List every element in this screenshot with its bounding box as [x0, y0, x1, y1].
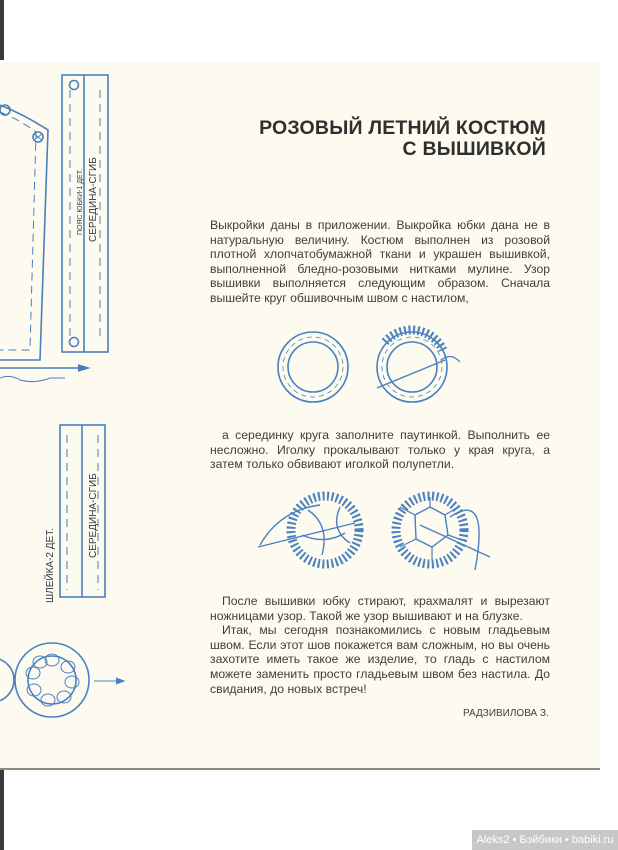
author-signature: РАДЗИВИЛОВА З. — [463, 708, 549, 719]
closing-paragraphs — [210, 594, 550, 696]
watermark: Aleks2 • Бэйбики • babiki.ru — [472, 830, 618, 850]
paragraph-text: Выкройки даны в приложении. Выкройка юбки дана не в натуральную величину. Костюм выполнен из розовой плотной хлопчатобумажной ткани и украшен вышивкой, выполненной бледно-розовыми нитками мулине. Узор вышивки выполняется следующим образом. Сначала вышейте круг обшивочным швом с настилом, — [210, 218, 550, 305]
embroidery-circles-pattern — [0, 640, 130, 720]
paragraph-text: Итак, мы сегодня познакомились с новым гладьевым швом. Если этот шов покажется вам сложным, но вы очень захотите иметь такое же изделие, то гладь с настилом можете заменить просто гладьевым швом без настила. До свидания, до новых встреч! — [210, 623, 550, 696]
skirt-pattern-piece — [0, 60, 200, 400]
title-line-1: РОЗОВЫЙ ЛЕТНИЙ КОСТЮМ — [259, 117, 546, 139]
strap-fold-label: СЕРЕДИНА-СГИБ — [88, 473, 99, 558]
scan-edge-top — [0, 0, 4, 60]
web-stitch-paragraph — [210, 428, 550, 472]
strap-piece-label: ШЛЕЙКА-2 ДЕТ. — [45, 528, 56, 603]
paragraph-text: а серединку круга заполните паутинкой. Выполнить ее несложно. Иголку прокалывают только у края круга, а затем только обвивают иголкой полупетли. — [210, 428, 550, 472]
strap-pattern-piece — [55, 420, 115, 610]
belt-piece-label: ПОЯС ЮБКИ-1 ДЕТ. — [77, 168, 84, 235]
belt-fold-label: СЕРЕДИНА-СГИБ — [88, 157, 99, 242]
paragraph-text: После вышивки юбку стирают, крахмалят и вырезают ножницами узор. Такой же узор вышивают и на блузке. — [210, 594, 550, 623]
title-line-2: С ВЫШИВКОЙ — [402, 138, 546, 160]
article-title — [259, 118, 546, 160]
scan-edge-bottom — [0, 768, 4, 850]
intro-paragraph — [210, 218, 550, 306]
web-stitch-illustrations — [250, 485, 505, 580]
satin-stitch-circle-illustrations — [265, 322, 465, 412]
